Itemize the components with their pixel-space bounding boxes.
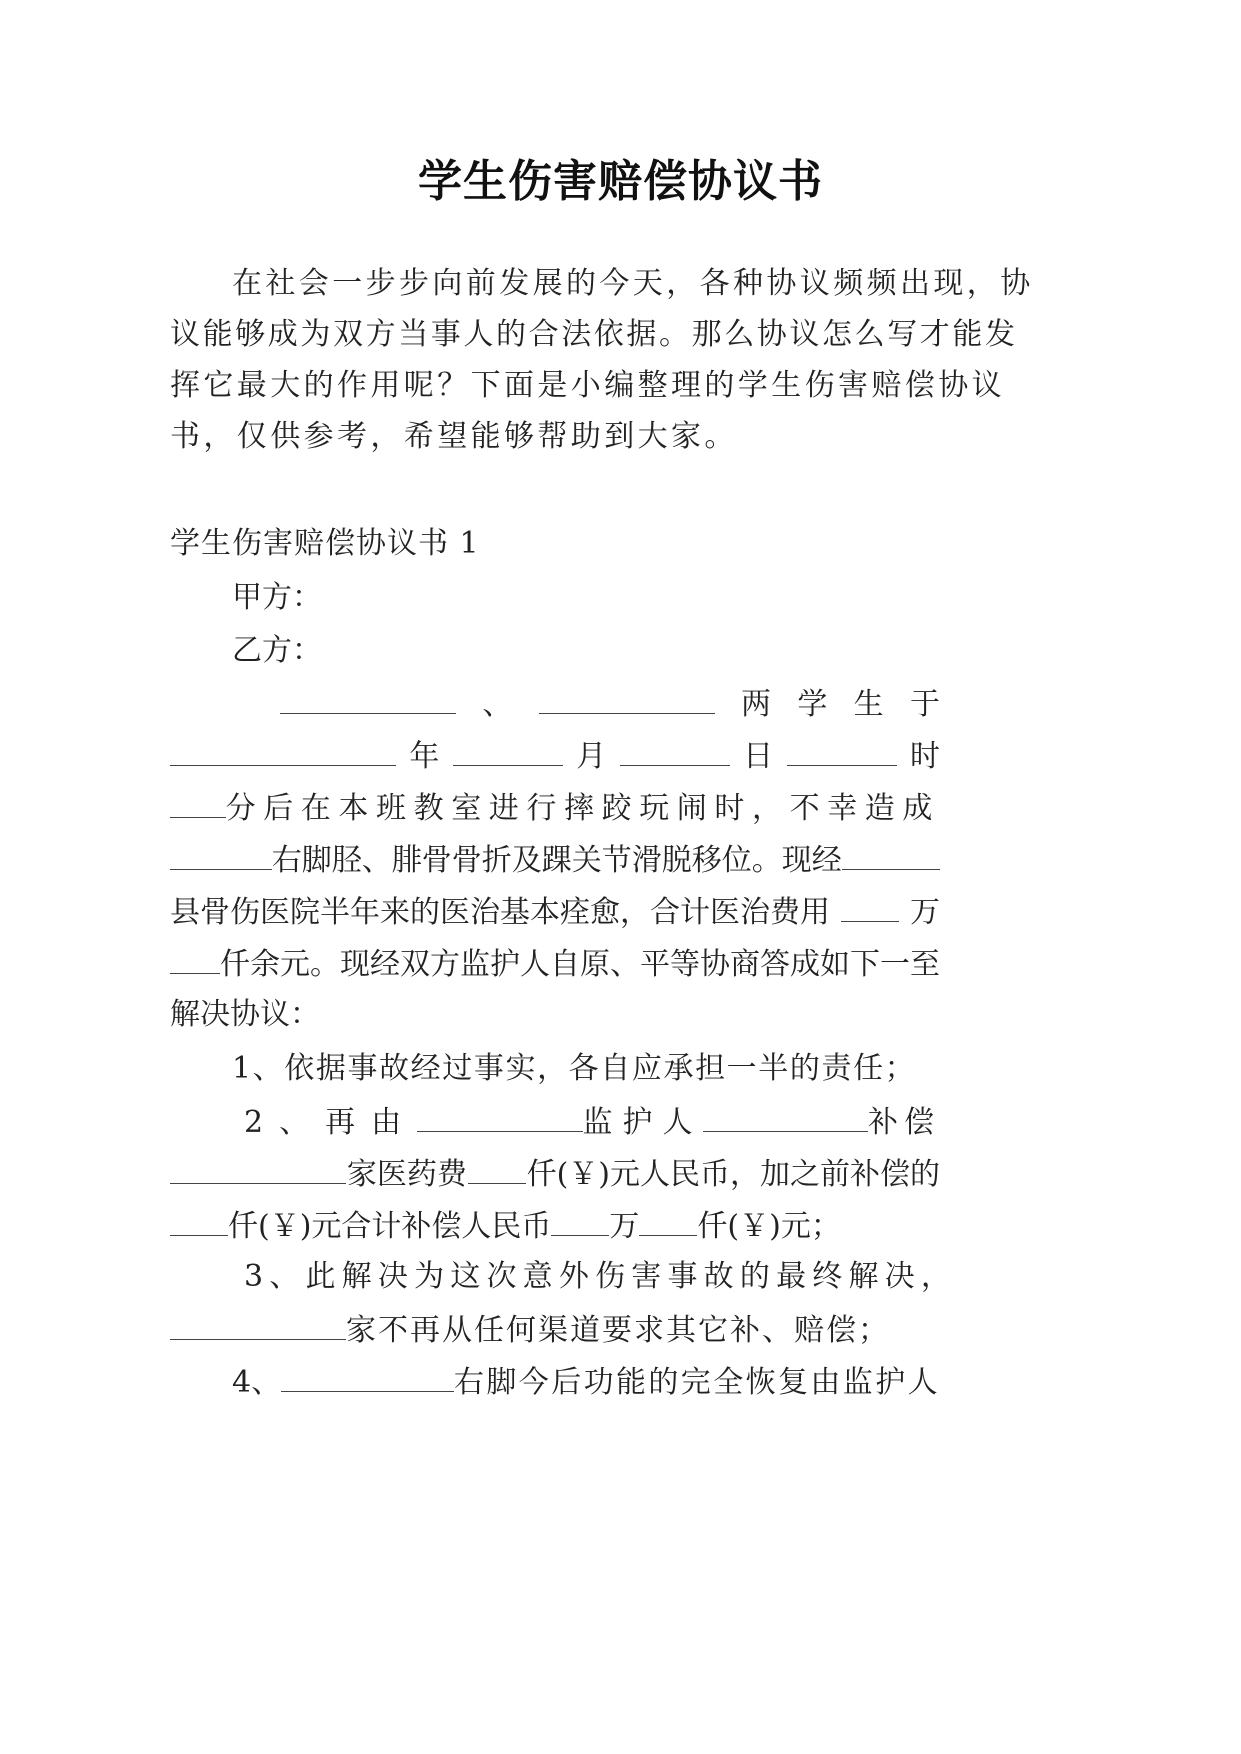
party-a-label: 甲方：	[232, 580, 322, 615]
section-heading: 学生伤害赔偿协议书 1	[170, 526, 480, 561]
blank-month	[453, 735, 563, 766]
item-1: 1、依据事故经过事实，各自应承担一半的责任；	[232, 1051, 917, 1086]
item-2-line-2	[170, 1153, 940, 1195]
item-4-text: 右脚今后功能的完全恢复由监护人	[454, 1365, 940, 1400]
label-wan: 万	[910, 895, 940, 930]
item-2-compensate: 补偿	[868, 1105, 940, 1140]
intro-line-2: 议能够成为双方当事人的合法依据。那么协议怎么写才能发	[170, 317, 1018, 352]
item-3-text: 家不再从任何渠道要求其它补、赔偿；	[346, 1313, 890, 1348]
blank-student-2	[539, 683, 715, 714]
item-2-number: 2、再由	[244, 1105, 418, 1140]
blank-year	[170, 735, 396, 766]
label-day: 日	[743, 739, 774, 774]
item-2-wan: 万	[609, 1209, 640, 1244]
label-hour: 时	[909, 739, 940, 774]
intro-line-3: 挥它最大的作用呢？下面是小编整理的学生伤害赔偿协议	[170, 368, 1005, 403]
body-line-1	[280, 683, 940, 725]
blank-minute	[170, 787, 226, 818]
blank-medical-amount	[468, 1153, 526, 1184]
body-line-7: 解决协议：	[170, 997, 320, 1032]
blank-guardian-1	[417, 1101, 582, 1132]
document-title: 学生伤害赔偿协议书	[418, 156, 823, 207]
item-2-medical: 家医药费	[346, 1157, 467, 1192]
blank-day	[620, 735, 730, 766]
item-2-line-3	[170, 1205, 841, 1247]
body-line-3	[170, 787, 940, 829]
word-liang: 两	[740, 687, 771, 722]
body-line-6-text: 仟余元。现经双方监护人自原、平等协商答成如下一至	[220, 947, 940, 982]
blank-county	[842, 839, 940, 870]
blank-hour	[787, 735, 897, 766]
blank-total-wan	[551, 1205, 609, 1236]
body-line-6	[170, 943, 940, 985]
blank-family	[170, 1153, 346, 1184]
blank-previous-amount	[170, 1205, 228, 1236]
blank-thousand	[170, 943, 220, 974]
body-line-5	[170, 891, 940, 933]
item-2-rmb: 仟(￥)元人民币，加之前补偿的	[526, 1157, 940, 1192]
body-line-5-text: 县骨伤医院半年来的医治基本痊愈，合计医治费用	[170, 895, 830, 930]
body-line-3-text: 分后在本班教室进行摔跤玩闹时，不幸造成	[225, 791, 940, 826]
intro-line-1: 在社会一步步向前发展的今天，各种协议频频出现，协	[232, 266, 1034, 301]
blank-total-qian	[639, 1205, 697, 1236]
label-year: 年	[409, 739, 440, 774]
item-2-line-1	[244, 1101, 940, 1143]
intro-line-4: 书，仅供参考，希望能够帮助到大家。	[170, 419, 738, 454]
party-b-label: 乙方：	[232, 633, 322, 668]
word-yu: 于	[909, 687, 940, 722]
item-4-line-1	[232, 1361, 940, 1403]
body-line-4-text: 右脚胫、腓骨骨折及踝关节滑脱移位。现经	[271, 843, 842, 878]
label-month: 月	[576, 739, 607, 774]
word-sheng: 生	[853, 687, 884, 722]
item-2-guardian: 监护人	[582, 1105, 703, 1140]
body-line-2	[170, 735, 940, 777]
blank-injured-student	[170, 839, 272, 870]
item-2-yuan: 仟(￥)元；	[697, 1209, 841, 1244]
item-2-total: 仟(￥)元合计补偿人民币	[228, 1209, 552, 1244]
body-line-4	[170, 839, 940, 881]
blank-student-1	[280, 683, 456, 714]
blank-guardian-2	[703, 1101, 868, 1132]
item-4-number: 4、	[232, 1365, 282, 1400]
word-xue: 学	[797, 687, 828, 722]
blank-family-2	[170, 1309, 346, 1340]
blank-ten-thousand	[841, 891, 899, 922]
item-3-line-2	[170, 1309, 890, 1351]
separator: 、	[482, 687, 513, 722]
item-3-line-1: 3、此解决为这次意外伤害事故的最终解决，	[244, 1259, 958, 1294]
blank-injured-student-2	[281, 1361, 454, 1392]
